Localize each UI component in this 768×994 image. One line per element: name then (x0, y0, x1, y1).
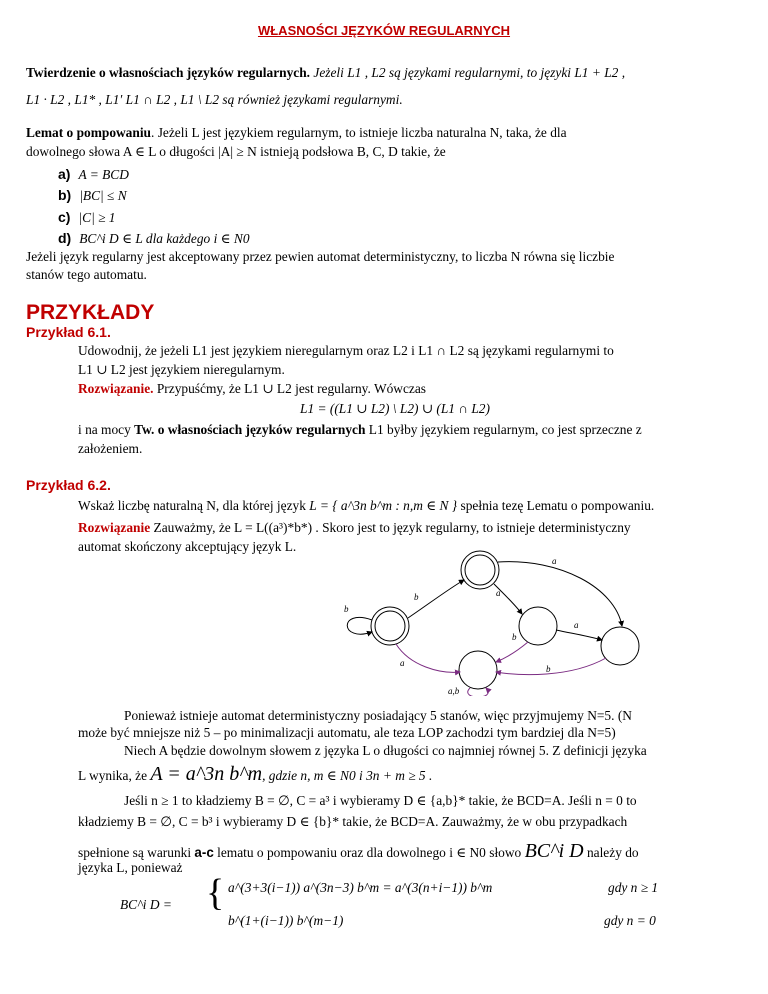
after-line-5: Jeśli n ≥ 1 to kładziemy B = ∅, C = a³ i wybieramy D ∈ {a,b}* takie, że BCD=A. Jeśli n = 0 to (124, 793, 637, 808)
after-line-3: Niech A będzie dowolnym słowem z języka L o długości co najmniej równej 5. Z definicji języka (124, 743, 647, 758)
lemma-note-2: stanów tego automatu. (26, 267, 147, 282)
edge-right-bottom (496, 658, 606, 675)
after-line-4: L wynika, że A = a^3n b^m, gdzie n, m ∈ N0 i 3n + m ≥ 5 . (78, 763, 433, 785)
example-1-line-4: i na mocy Tw. o własnościach języków regularnych L1 byłby językiem regularnym, co jest sprzeczne z (78, 422, 642, 437)
edge-label-7: a (400, 658, 405, 668)
example-1-line-2: L1 ∪ L2 jest językiem nieregularnym. (78, 362, 285, 377)
example-2-solution-label: Rozwiązanie (78, 520, 151, 535)
example-1-line-1: Udowodnij, że jeżeli L1 jest językiem nieregularnym oraz L2 i L1 ∩ L2 są językami regularnymi to (78, 343, 614, 358)
case-2-formula: b^(1+(i−1)) b^(m−1) (228, 913, 344, 928)
after-line-6: kładziemy B = ∅, C = b³ i wybieramy D ∈ {b}* takie, że BCD=A. Zauważmy, że w obu przypadkach (78, 814, 628, 829)
edge-label-9: a,b (448, 686, 460, 696)
pumped-word-formula: BC^i D (524, 840, 584, 862)
lemma-line-1 (26, 124, 746, 142)
example-1-formula: L1 = ((L1 ∪ L2) \ L2) ∪ (L1 ∩ L2) (300, 401, 490, 416)
condition-c: c) |C| ≥ 1 (58, 209, 116, 225)
edge-label-8: b (546, 664, 551, 674)
condition-a: a) A = BCD (58, 166, 129, 182)
theorem-line-1 (26, 64, 746, 82)
after-line-2: może być mniejsze niż 5 – po minimalizacji automatu, ale teza LOP zachodzi tym bardziej dla N=5) (78, 725, 616, 740)
edge-top-right (498, 562, 622, 626)
edge-label-3: b (344, 604, 349, 614)
automaton-diagram (330, 548, 650, 696)
example-2-line-3: automat skończony akceptujący język L. (78, 539, 297, 554)
after-line-8: języka L, ponieważ (78, 860, 183, 875)
state-left (371, 607, 409, 645)
theorem-line-2: L1 · L2 , L1* , L1′ L1 ∩ L2 , L1 \ L2 są również językami regularnymi. (26, 92, 403, 107)
example-1-solution-label: Rozwiązanie. (78, 381, 154, 396)
lemma-heading: Lemat o pompowaniu (26, 125, 151, 140)
case-2-condition: gdy n = 0 (604, 913, 656, 928)
example-2-heading: Przykład 6.2. (26, 477, 111, 493)
condition-b: b) |BC| ≤ N (58, 187, 127, 203)
example-2-line-2: Rozwiązanie Zauważmy, że L = L((a³)*b*) . Skoro jest to język regularny, to istnieje deterministyczny (78, 520, 631, 535)
examples-heading: PRZYKŁADY (26, 301, 155, 324)
edge-middle-right (556, 630, 602, 640)
example-1-text-3: Przypuśćmy, że L1 ∪ L2 jest regularny. Wówczas (156, 381, 427, 396)
theorem-heading: Twierdzenie o własnościach języków regularnych. (26, 65, 311, 80)
edge-label-5: a (574, 620, 579, 630)
edge-middle-bottom (496, 642, 528, 662)
state-middle (519, 607, 557, 645)
language-formula: L = { a^3n b^m : n,m ∈ N } (309, 498, 458, 513)
example-1-line-3 (78, 380, 750, 398)
edge-label-6: b (512, 632, 517, 642)
piecewise-lhs: BC^i D = (120, 897, 172, 912)
lemma-text-1: . Jeżeli L jest językiem regularnym, to istnieje liczba naturalna N, taka, że dla (151, 125, 567, 140)
piecewise-brace: { (206, 872, 225, 914)
edge-left-loop (347, 617, 372, 634)
example-1-heading: Przykład 6.1. (26, 324, 111, 340)
edge-label-2: b (414, 592, 419, 602)
word-formula: A = a^3n b^m (150, 763, 263, 785)
theorem-text-1: Jeżeli L1 , L2 są językami regularnymi, to języki L1 + L2 , (313, 65, 626, 80)
case-1-condition: gdy n ≥ 1 (608, 880, 659, 895)
edge-label-1: a (552, 556, 557, 566)
condition-d: d) BC^i D ∈ L dla każdego i ∈ N0 (58, 230, 250, 246)
page-title: WŁASNOŚCI JĘZYKÓW REGULARNYCH (257, 23, 511, 38)
after-line-7: spełnione są warunki a-c lematu o pompowaniu oraz dla dowolnego i ∈ N0 słowo BC^i D należy do (78, 840, 639, 862)
case-1-formula: a^(3+3(i−1)) a^(3n−3) b^m = a^(3(n+i−1)) b^m (228, 880, 493, 895)
example-2-line-1: Wskaż liczbę naturalną N, dla której język L = { a^3n b^m : n,m ∈ N } spełnia tezę Lematu o pompowaniu. (78, 498, 655, 513)
state-bottom (459, 651, 497, 689)
example-1-line-5: założeniem. (78, 441, 143, 456)
after-line-1: Ponieważ istnieje automat deterministyczny posiadający 5 stanów, więc przyjmujemy N=5. (N (124, 708, 632, 723)
lemma-note-1: Jeżeli język regularny jest akceptowany przez pewien automat deterministyczny, to liczba N równa się liczbie (26, 249, 615, 264)
lemma-line-2: dowolnego słowa A ∈ L o długości |A| ≥ N istnieją podsłowa B, C, D takie, że (26, 144, 446, 159)
state-right (601, 627, 639, 665)
edge-left-bottom (396, 644, 460, 672)
state-top (461, 551, 499, 589)
edge-label-4: a (496, 588, 501, 598)
